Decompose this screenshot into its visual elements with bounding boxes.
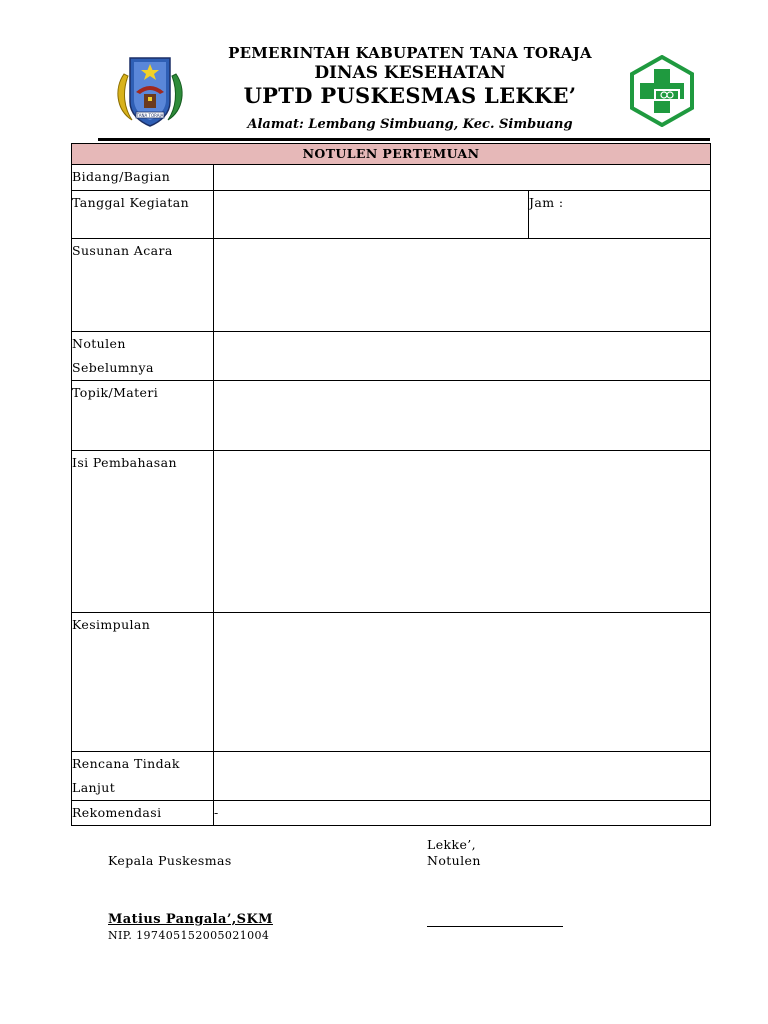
kesimpulan-field[interactable] [214, 613, 711, 752]
header-agency: DINAS KESEHATAN [314, 63, 506, 83]
signature-kepala-title: Kepala Puskesmas [108, 853, 232, 868]
susunan-label: Susunan Acara [72, 239, 214, 332]
meeting-minutes-form [71, 143, 711, 826]
signature-kepala-name: Matius Pangala’,SKM [108, 912, 273, 927]
header-divider [98, 138, 710, 141]
rekomendasi-field[interactable]: - [214, 801, 711, 826]
jam-field[interactable] [529, 191, 711, 239]
kesimpulan-label: Kesimpulan [72, 613, 214, 752]
notulen-label-line1: Notulen [72, 336, 126, 351]
rencana-label-line1: Rencana Tindak [72, 756, 180, 771]
header-address: Alamat: Lembang Simbuang, Kec. Simbuang [247, 117, 573, 132]
tanggal-field[interactable] [214, 191, 529, 239]
header-government: PEMERINTAH KABUPATEN TANA TORAJA [228, 44, 592, 62]
signature-notulen-title: Notulen [427, 853, 481, 868]
signature-city: Lekke’, [427, 837, 476, 852]
jam-label: Jam : [529, 195, 564, 210]
notulen-sebelumnya-field[interactable] [214, 332, 711, 381]
emblem-scroll-text: TANA TORAJA [136, 113, 164, 118]
bidang-label: Bidang/Bagian [72, 165, 214, 191]
isi-pembahasan-label: Isi Pembahasan [72, 451, 214, 613]
puskesmas-logo [626, 55, 698, 127]
rekomendasi-label: Rekomendasi [72, 801, 214, 826]
topik-field[interactable] [214, 381, 711, 451]
susunan-field[interactable] [214, 239, 711, 332]
topik-label: Topik/Materi [72, 381, 214, 451]
tana-toraja-emblem-logo [110, 52, 190, 132]
signature-kepala-nip: NIP. 197405152005021004 [108, 929, 270, 942]
isi-pembahasan-field[interactable] [214, 451, 711, 613]
notulen-signature-line[interactable] [427, 926, 563, 927]
header-institution: UPTD PUSKESMAS LEKKE’ [243, 83, 577, 108]
rencana-tindak-lanjut-label [72, 752, 214, 801]
bidang-field[interactable] [214, 165, 711, 191]
notulen-sebelumnya-label [72, 332, 214, 381]
rencana-label-line2: Lanjut [72, 780, 116, 795]
notulen-label-line2: Sebelumnya [72, 360, 154, 375]
rencana-tindak-lanjut-field[interactable] [214, 752, 711, 801]
tanggal-label: Tanggal Kegiatan [72, 191, 214, 239]
form-title: NOTULEN PERTEMUAN [72, 144, 711, 165]
